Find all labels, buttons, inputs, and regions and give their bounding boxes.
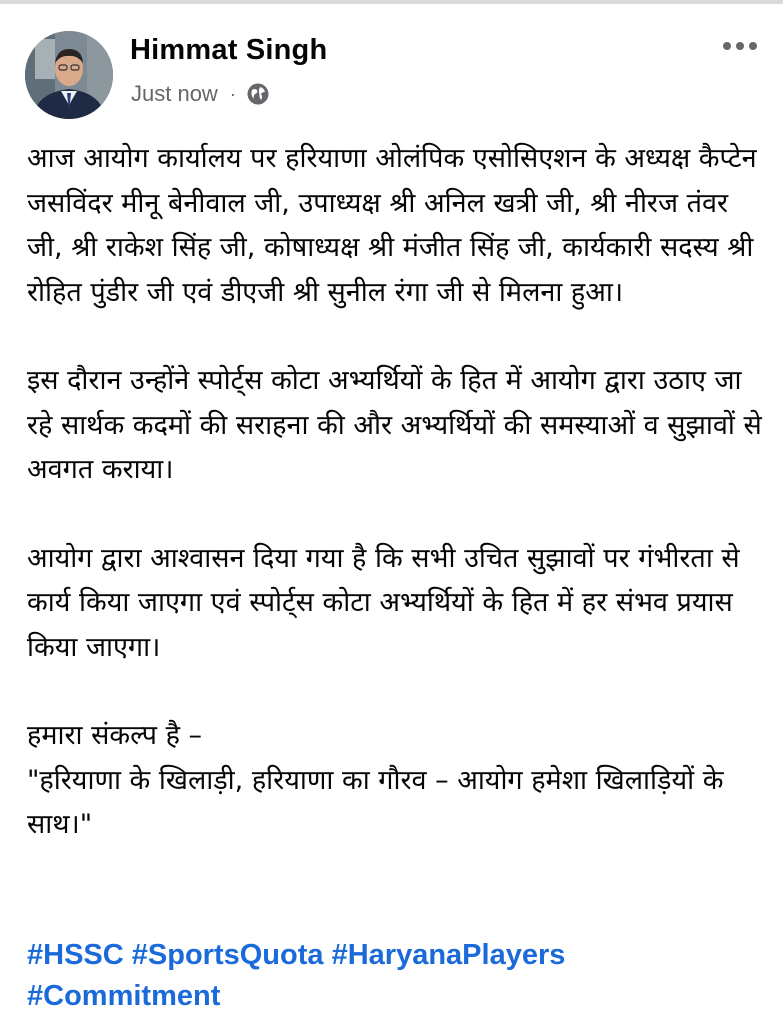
hashtag-link[interactable]: #SportsQuota	[131, 939, 324, 971]
post-meta	[131, 81, 270, 107]
hashtag-link[interactable]: #HaryanaPlayers	[331, 939, 566, 971]
hashtag-link[interactable]: #Commitment	[27, 980, 221, 1012]
post-paragraph: हमारा संकल्प है –	[27, 720, 203, 751]
timestamp[interactable]: Just now	[131, 81, 218, 106]
more-dot	[723, 42, 731, 50]
post-paragraph: इस दौरान उन्होंने स्पोर्ट्स कोटा अभ्यर्थियों के हित में आयोग द्वारा उठाए जा रहे सार्थक कदमों की सराहना की और अभ्यर्थियों की समस्याओं व सुझावों से अवगत कराया।	[27, 365, 762, 485]
post-paragraph: "हरियाणा के खिलाड़ी, हरियाणा का गौरव – आयोग हमेशा खिलाड़ियों के साथ।"	[27, 764, 724, 840]
post-body	[27, 137, 762, 892]
avatar[interactable]	[25, 31, 113, 119]
more-options-icon[interactable]	[719, 38, 761, 54]
hashtags	[27, 935, 767, 1017]
hashtag-link[interactable]: #HSSC	[27, 939, 124, 971]
more-dot	[749, 42, 757, 50]
facebook-post	[0, 4, 783, 1024]
author-name[interactable]: Himmat Singh	[130, 34, 328, 66]
avatar-image	[25, 31, 113, 119]
meta-separator: ·	[229, 83, 236, 104]
post-paragraph: आयोग द्वारा आश्वासन दिया गया है कि सभी उचित सुझावों पर गंभीरता से कार्य किया जाएगा एवं स्पोर्ट्स कोटा अभ्यर्थियों के हित में हर संभव प्रयास किया जाएगा।	[27, 542, 740, 663]
globe-icon[interactable]	[246, 82, 270, 106]
post-paragraph: आज आयोग कार्यालय पर हरियाणा ओलंपिक एसोसिएशन के अध्यक्ष कैप्टेन जसविंदर मीनू बेनीवाल जी, उपाध्यक्ष श्री अनिल खत्री जी, श्री नीरज तंवर जी, श्री राकेश सिंह जी, कोषाध्यक्ष श्री मंजीत सिंह जी, कार्यकारी सदस्य श्री रोहित पुंडीर जी एवं डीएजी श्री सुनील रंगा जी से मिलना हुआ।	[27, 143, 757, 308]
more-dot	[736, 42, 744, 50]
